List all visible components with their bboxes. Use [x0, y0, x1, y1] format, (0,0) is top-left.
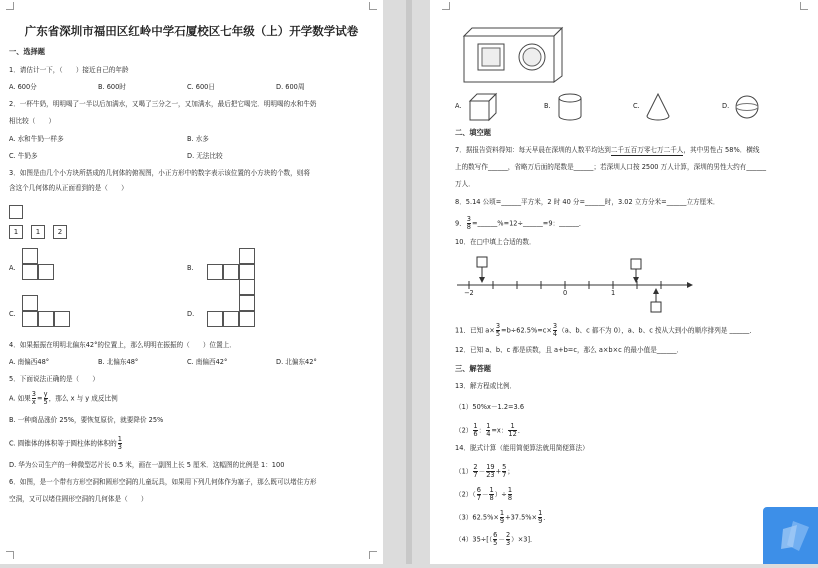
- grid-cell: 1: [9, 225, 23, 239]
- question-8: 8．5.14 公顷=______平方米，2 时 40 分=______时，3.02 立方分米=______立方厘米．: [455, 198, 720, 206]
- sphere-icon: [734, 94, 760, 120]
- question-13: 13．解方程或比例．: [455, 382, 517, 390]
- section-heading: 二、填空题: [455, 128, 491, 137]
- question-3-line1: 3．如图是由几个小方块所搭成的几何体的俯视图，小正方形中的数字表示该位置的小方块的个数，则将: [9, 169, 310, 177]
- question-14: 14．脱式计算（能用简便算法就用简便算法）: [455, 444, 589, 452]
- question-7-line1: 7．据报告资料得知：每天早晨在深圳的人数平均达到二千五百万零七万二千人，其中男性占 58%．横线: [455, 146, 760, 154]
- exam-title: 广东省深圳市福田区红岭中学石厦校区七年级（上）开学数学试卷: [24, 24, 359, 38]
- question-14-part4: （4）35÷[（ $\frac{6}{5}$ － $\frac{2}{3}$ ）×3]．: [455, 531, 537, 547]
- section-heading: 一、选择题: [9, 47, 45, 56]
- q4-option-c: C. 南偏西42°: [187, 358, 228, 366]
- section-heading: 三、解答题: [455, 364, 491, 373]
- question-11: 11．已知 a× $\frac{3}{5}$ =b÷62.5%=c× $\frac{3}{4}$ （a、b、c 都不为 0），a、b、c 按从大到小的顺序排列是 ______．: [455, 322, 756, 338]
- q2-option-d: D. 无法比较: [187, 152, 223, 160]
- q4-option-d: D. 北偏东42°: [276, 358, 317, 366]
- q5-option-a: A. 如果 $\frac{3}{x}$ = $\frac{y}{5}$ ，那么 x 与 y 成反比例: [9, 390, 118, 406]
- exam-page-1: [0, 0, 383, 564]
- crop-mark: [6, 2, 14, 10]
- q4-option-b: B. 北偏东48°: [98, 358, 139, 366]
- q4-option-a: A. 南偏西48°: [9, 358, 50, 366]
- question-14-part2: （2）（ $\frac{6}{7}$ － $\frac{1}{8}$ ）÷ $\frac{1}{8}$: [455, 486, 513, 502]
- q5-option-c: C. 圆锥体的体积等于圆柱体的体积的 $\frac{1}{3}$: [9, 435, 122, 451]
- toy-with-holes-figure: [458, 24, 564, 84]
- q3-option-b: B.: [187, 264, 194, 272]
- q2-option-b: B. 水多: [187, 135, 209, 143]
- crop-mark: [442, 2, 450, 10]
- q3-option-d: D.: [187, 310, 195, 318]
- q3-option-a: A.: [9, 264, 16, 272]
- question-12: 12．已知 a、b、c 都是质数，且 a+b=c，那么 a×b×c 的最小值是______．: [455, 346, 684, 354]
- grid-cell: 1: [31, 225, 45, 239]
- exam-page-2: [430, 0, 818, 564]
- number-line-label: 1: [611, 289, 616, 297]
- number-line-label: 0: [563, 289, 568, 297]
- question-13-part2: （2） $\frac{1}{6}$ ： $\frac{1}{4}$ =x： $\frac{1}{12}$ ．: [455, 422, 525, 438]
- crop-mark: [369, 2, 377, 10]
- q5-option-b: B. 一种商品涨价 25%，要恢复原价，就要降价 25%: [9, 416, 164, 424]
- q2-option-a: A. 水和牛奶一样多: [9, 135, 64, 143]
- floating-app-button[interactable]: [763, 507, 818, 564]
- number-line-label: −2: [464, 289, 474, 297]
- question-2-line2: 相比较（ ）: [9, 117, 56, 125]
- q6-option-a: A.: [455, 102, 462, 110]
- number-line: [455, 252, 695, 314]
- q6-option-d: D.: [722, 102, 730, 110]
- page-gap-scrollbar[interactable]: [406, 0, 412, 564]
- question-14-part1: （1） $\frac{2}{7}$ － $\frac{19}{23}$ + $\frac{5}{7}$ ；: [455, 463, 514, 479]
- q2-option-c: C. 牛奶多: [9, 152, 38, 160]
- q5-option-d: D. 华为公司生产的一种微型芯片长 0.5 米，画在一副图上长 5 厘米．这幅图的比例是 1：100: [9, 461, 285, 469]
- question-13-part1: （1）50%x－1.2=3.6: [455, 403, 525, 411]
- q1-option-a: A. 600分: [9, 83, 37, 91]
- q1-option-d: D. 600周: [276, 83, 305, 91]
- cone-icon: [644, 92, 672, 122]
- question-7-line2: 上的数写作______，省略万后面的尾数是______；若深圳人口按 2500 万人计算，深圳的男性大约有______: [455, 163, 767, 171]
- app-logo-icon: [763, 507, 818, 564]
- question-4: 4．如果振振在明明北偏东42°的位置上，那么明明在振振的（ ）位置上．: [9, 341, 236, 349]
- q1-option-b: B. 600时: [98, 83, 126, 91]
- question-3-line2: 含这个几何体的从正面看到的是（ ）: [9, 184, 128, 192]
- question-7-line3: 万人．: [455, 180, 475, 188]
- crop-mark: [6, 551, 14, 559]
- question-10: 10．在□中填上合适的数．: [455, 238, 536, 246]
- cube-icon: [468, 92, 498, 122]
- question-9: 9． $\frac{3}{8}$ =______%=12÷______=9：______．: [455, 215, 586, 231]
- question-6-line1: 6．如图，是一个带有方形空洞和圆形空洞的儿童玩具，如果用下列几何体作为塞子，那么既可以堵住方形: [9, 478, 317, 486]
- question-1: 1．请估计一下，（ ）接近自己的年龄: [9, 66, 129, 74]
- cylinder-icon: [557, 92, 583, 122]
- crop-mark: [800, 2, 808, 10]
- question-2-line1: 2．一杯牛奶，明明喝了一半以后加满水，又喝了三分之一，又加满水，最后把它喝完．明明喝的水和牛奶: [9, 100, 317, 108]
- question-5: 5．下面说法正确的是（ ）: [9, 375, 99, 383]
- q3-option-c: C.: [9, 310, 16, 318]
- q6-option-b: B.: [544, 102, 551, 110]
- question-14-part3: （3）62.5%× $\frac{1}{9}$ +37.5%× $\frac{1}{9}$ ．: [455, 509, 550, 525]
- grid-cell: 2: [53, 225, 67, 239]
- crop-mark: [369, 551, 377, 559]
- q6-option-c: C.: [633, 102, 640, 110]
- q1-option-c: C. 600日: [187, 83, 215, 91]
- question-6-line2: 空洞，又可以堵住圆形空洞的几何体是（ ）: [9, 495, 148, 503]
